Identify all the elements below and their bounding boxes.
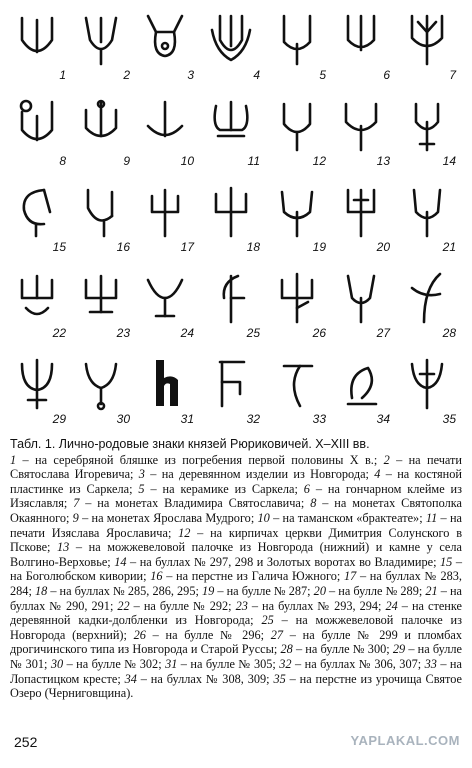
princely-tamga-icon bbox=[274, 354, 320, 410]
entry-number: 18 bbox=[34, 583, 48, 598]
entry-text: – на булле № 301; bbox=[10, 642, 462, 671]
tamga-number: 2 bbox=[123, 68, 130, 82]
princely-tamga-icon bbox=[14, 10, 60, 66]
princely-tamga-icon bbox=[274, 268, 320, 324]
caption-title: Табл. 1. Лично-родовые знаки князей Рюриковичей. X–XIII вв. bbox=[10, 437, 370, 451]
entry-text: – на Боголюбском кивории; bbox=[10, 554, 462, 584]
princely-tamga-icon bbox=[14, 354, 60, 410]
caption-entry bbox=[280, 642, 392, 656]
entry-number: 17 bbox=[344, 569, 357, 584]
entry-number: 12 bbox=[178, 525, 191, 540]
princely-tamga-icon bbox=[404, 354, 450, 410]
princely-tamga-icon bbox=[78, 96, 124, 152]
princely-tamga-icon bbox=[338, 268, 384, 324]
tamga-number: 14 bbox=[442, 154, 456, 168]
caption-entry bbox=[258, 511, 426, 525]
entry-text: – на буллах № 290, 291; bbox=[10, 583, 463, 613]
entry-text: – на булле № 305; bbox=[177, 656, 280, 671]
entry-number: 10 bbox=[257, 510, 270, 525]
tamga-cell bbox=[332, 264, 392, 342]
caption-body bbox=[10, 453, 462, 701]
tamga-number: 27 bbox=[376, 326, 390, 340]
tamga-cell bbox=[268, 350, 328, 428]
tamga-cell bbox=[398, 264, 458, 342]
caption-entry bbox=[134, 628, 271, 642]
entry-text: – на монетах Ярослава Мудрого; bbox=[78, 510, 258, 525]
tamga-number: 29 bbox=[52, 412, 66, 426]
tamga-number: 5 bbox=[319, 68, 326, 82]
tamga-number: 23 bbox=[116, 326, 130, 340]
tamga-cell bbox=[398, 92, 458, 170]
caption-entry bbox=[138, 482, 303, 496]
tamga-number: 4 bbox=[253, 68, 260, 82]
entry-number: 34 bbox=[124, 671, 137, 686]
tamga-cell bbox=[136, 6, 196, 84]
tamga-number: 32 bbox=[246, 412, 260, 426]
entry-number: 16 bbox=[150, 569, 163, 584]
entry-text: – на перстне из Галича Южного; bbox=[162, 569, 344, 584]
princely-tamga-icon bbox=[404, 10, 450, 66]
entry-number: 35 bbox=[273, 671, 286, 686]
princely-tamga-icon bbox=[14, 182, 60, 238]
tamga-number: 35 bbox=[442, 412, 456, 426]
entry-number: 3 bbox=[138, 467, 145, 482]
tamga-table bbox=[8, 6, 464, 436]
princely-tamga-icon bbox=[404, 96, 450, 152]
entry-text: – на Лопастицком кресте; bbox=[10, 656, 462, 686]
entry-number: 1 bbox=[10, 452, 17, 467]
entry-text: – на булле № 299 и пломбах дрогичинского типа из Новгорода и Старой Руссы; bbox=[10, 627, 462, 657]
entry-number: 24 bbox=[385, 598, 398, 613]
caption-entry bbox=[236, 599, 386, 613]
princely-tamga-icon bbox=[142, 354, 188, 410]
princely-tamga-icon bbox=[78, 354, 124, 410]
entry-text: – на печати Святослава Игоревича; bbox=[10, 452, 462, 482]
entry-number: 32 bbox=[279, 656, 292, 671]
tamga-cell bbox=[332, 178, 392, 256]
tamga-cell bbox=[202, 92, 262, 170]
princely-tamga-icon bbox=[142, 268, 188, 324]
tamga-cell bbox=[332, 6, 392, 84]
tamga-number: 1 bbox=[59, 68, 66, 82]
princely-tamga-icon bbox=[274, 182, 320, 238]
entry-text: – на деревянном изделии из Новгорода; bbox=[144, 467, 375, 482]
tamga-cell bbox=[72, 264, 132, 342]
tamga-number: 34 bbox=[376, 412, 390, 426]
entry-text: – на можжевеловой палочке из Новгорода (нижний) и камне у села Волгино-Верховье; bbox=[10, 540, 462, 569]
tamga-number: 6 bbox=[383, 68, 390, 82]
tamga-cell bbox=[202, 350, 262, 428]
entry-number: 2 bbox=[383, 452, 390, 467]
entry-number: 13 bbox=[57, 540, 70, 555]
princely-tamga-icon bbox=[208, 96, 254, 152]
tamga-cell bbox=[72, 178, 132, 256]
entry-text: – на монетах Святополка Окаянного; bbox=[10, 496, 462, 525]
entry-text: – на перстне из урочища Святое Озеро (Черниговщина). bbox=[10, 671, 462, 701]
caption-entry bbox=[314, 584, 426, 598]
entry-number: 11 bbox=[425, 510, 438, 525]
princely-tamga-icon bbox=[14, 96, 60, 152]
tamga-number: 3 bbox=[187, 68, 194, 82]
entry-text: – на булле № 296; bbox=[145, 627, 271, 642]
entry-number: 21 bbox=[425, 583, 438, 598]
tamga-number: 16 bbox=[116, 240, 130, 254]
tamga-number: 10 bbox=[180, 154, 194, 168]
entry-number: 28 bbox=[280, 642, 293, 657]
entry-text: – на буллах № 297, 298 и Золотых воротах во Владимире; bbox=[126, 554, 441, 569]
princely-tamga-icon bbox=[274, 96, 320, 152]
tamga-number: 12 bbox=[312, 154, 326, 168]
caption-entry bbox=[279, 657, 424, 671]
entry-text: – на керамике из Саркела; bbox=[144, 481, 304, 496]
tamga-number: 30 bbox=[116, 412, 130, 426]
entry-number: 33 bbox=[424, 656, 437, 671]
entry-text: – на буллах № 293, 294; bbox=[247, 598, 386, 613]
tamga-cell bbox=[202, 178, 262, 256]
caption-entry bbox=[202, 584, 314, 598]
entry-text: – на стенке деревянной кадки-долбленки из Новгорода; bbox=[10, 598, 462, 628]
tamga-cell bbox=[202, 6, 262, 84]
princely-tamga-icon bbox=[78, 268, 124, 324]
entry-number: 15 bbox=[440, 554, 453, 569]
princely-tamga-icon bbox=[208, 10, 254, 66]
caption-entry bbox=[10, 453, 384, 467]
tamga-cell bbox=[72, 92, 132, 170]
tamga-cell bbox=[398, 6, 458, 84]
table-caption bbox=[10, 437, 462, 701]
caption-entry bbox=[73, 496, 310, 510]
entry-text: – на буллах № 308, 309; bbox=[136, 671, 274, 686]
princely-tamga-icon bbox=[208, 182, 254, 238]
tamga-cell bbox=[268, 264, 328, 342]
caption-entry bbox=[150, 569, 344, 583]
caption-entry bbox=[35, 584, 202, 598]
tamga-number: 24 bbox=[180, 326, 194, 340]
tamga-cell bbox=[332, 350, 392, 428]
princely-tamga-icon bbox=[208, 354, 254, 410]
tamga-cell bbox=[136, 178, 196, 256]
entry-number: 22 bbox=[117, 598, 130, 613]
caption-entry bbox=[139, 467, 374, 481]
entry-number: 29 bbox=[392, 642, 406, 657]
tamga-cell bbox=[8, 264, 68, 342]
entry-number: 20 bbox=[313, 583, 326, 598]
tamga-cell bbox=[268, 92, 328, 170]
princely-tamga-icon bbox=[78, 10, 124, 66]
tamga-number: 11 bbox=[247, 154, 260, 168]
entry-text: – на кирпичах церкви Димитрия Солунского в Пскове; bbox=[10, 525, 463, 555]
entry-number: 31 bbox=[165, 656, 178, 671]
tamga-cell bbox=[398, 178, 458, 256]
entry-text: – на можжевеловой палочке из Новгорода (верхний); bbox=[10, 613, 462, 642]
princely-tamga-icon bbox=[142, 182, 188, 238]
tamga-number: 17 bbox=[180, 240, 194, 254]
princely-tamga-icon bbox=[404, 182, 450, 238]
princely-tamga-icon bbox=[338, 96, 384, 152]
princely-tamga-icon bbox=[142, 96, 188, 152]
tamga-number: 18 bbox=[246, 240, 260, 254]
tamga-cell bbox=[8, 178, 68, 256]
tamga-number: 31 bbox=[180, 412, 194, 426]
entry-number: 23 bbox=[235, 598, 248, 613]
caption-entry bbox=[114, 555, 440, 569]
tamga-number: 22 bbox=[52, 326, 66, 340]
entry-text: – на печати Изяслава Ярославича; bbox=[10, 510, 462, 540]
princely-tamga-icon bbox=[208, 268, 254, 324]
princely-tamga-icon bbox=[14, 268, 60, 324]
tamga-cell bbox=[202, 264, 262, 342]
caption-entry bbox=[51, 657, 165, 671]
tamga-number: 8 bbox=[59, 154, 66, 168]
tamga-cell bbox=[72, 350, 132, 428]
entry-text: – на буллах № 306, 307; bbox=[291, 656, 425, 671]
tamga-number: 21 bbox=[442, 240, 456, 254]
entry-number: 14 bbox=[114, 554, 127, 569]
entry-text: – на буллах № 283, 284; bbox=[10, 569, 462, 598]
caption-entry bbox=[73, 511, 258, 525]
tamga-cell bbox=[136, 264, 196, 342]
entry-text: – на костяной пластинке из Саркела; bbox=[10, 467, 462, 496]
tamga-number: 19 bbox=[312, 240, 326, 254]
entry-text: – на булле № 302; bbox=[63, 656, 166, 671]
tamga-number: 25 bbox=[246, 326, 260, 340]
tamga-number: 33 bbox=[312, 412, 326, 426]
tamga-number: 20 bbox=[376, 240, 390, 254]
entry-number: 5 bbox=[138, 481, 145, 496]
tamga-cell bbox=[8, 92, 68, 170]
entry-number: 25 bbox=[261, 613, 274, 628]
tamga-cell bbox=[8, 350, 68, 428]
entry-text: – на буллах № 285, 286, 295; bbox=[47, 583, 202, 598]
entry-text: – на булле № 289; bbox=[325, 583, 426, 598]
entry-number: 7 bbox=[73, 496, 80, 511]
tamga-cell bbox=[332, 92, 392, 170]
princely-tamga-icon bbox=[338, 354, 384, 410]
princely-tamga-icon bbox=[404, 268, 450, 324]
entry-text: – на гончарном клейме из Изяславля; bbox=[10, 481, 462, 511]
tamga-cell bbox=[268, 178, 328, 256]
tamga-number: 15 bbox=[52, 240, 66, 254]
tamga-cell bbox=[136, 92, 196, 170]
princely-tamga-icon bbox=[338, 10, 384, 66]
princely-tamga-icon bbox=[142, 10, 188, 66]
page-number: 252 bbox=[14, 734, 38, 750]
entry-text: – на булле № 287; bbox=[214, 583, 314, 598]
entry-number: 27 bbox=[270, 627, 284, 642]
entry-text: – на булле № 292; bbox=[129, 598, 236, 613]
entry-number: 26 bbox=[133, 627, 146, 642]
entry-text: – на монетах Владимира Святославича; bbox=[79, 496, 311, 511]
caption-entry bbox=[117, 599, 235, 613]
princely-tamga-icon bbox=[78, 182, 124, 238]
entry-number: 30 bbox=[50, 656, 64, 671]
entry-number: 4 bbox=[374, 467, 381, 482]
entry-number: 6 bbox=[303, 481, 310, 496]
tamga-cell bbox=[72, 6, 132, 84]
caption-entry bbox=[165, 657, 279, 671]
tamga-cell bbox=[398, 350, 458, 428]
princely-tamga-icon bbox=[274, 10, 320, 66]
tamga-number: 7 bbox=[449, 68, 456, 82]
tamga-number: 13 bbox=[376, 154, 390, 168]
tamga-cell bbox=[8, 6, 68, 84]
entry-text: – на булле № 300; bbox=[292, 642, 393, 657]
entry-text: – на серебряной бляшке из погребения первой половины X в.; bbox=[16, 452, 384, 467]
caption-entry bbox=[125, 672, 274, 686]
tamga-number: 9 bbox=[123, 154, 130, 168]
entry-number: 8 bbox=[310, 496, 317, 511]
watermark: YAPLAKAL.COM bbox=[350, 733, 460, 748]
entry-text: – на таманском «брактеате»; bbox=[269, 510, 426, 525]
entry-number: 9 bbox=[72, 510, 79, 525]
princely-tamga-icon bbox=[338, 182, 384, 238]
entry-number: 19 bbox=[201, 583, 215, 598]
tamga-cell bbox=[136, 350, 196, 428]
tamga-number: 26 bbox=[312, 326, 326, 340]
tamga-number: 28 bbox=[442, 326, 456, 340]
tamga-cell bbox=[268, 6, 328, 84]
